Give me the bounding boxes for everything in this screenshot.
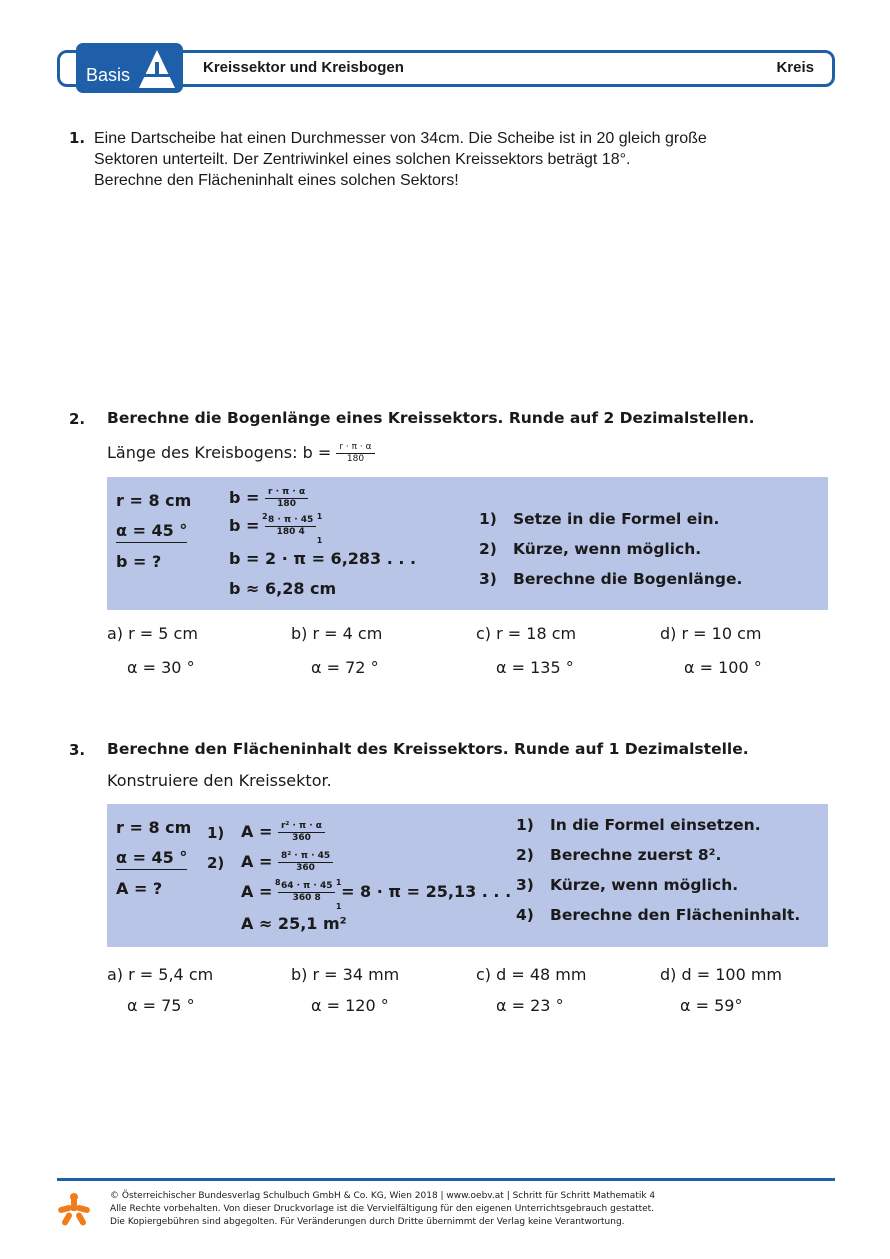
substep-label: 2) (207, 854, 225, 872)
step1-denominator: 180 (277, 499, 296, 509)
cancel-mark: 8 (274, 878, 281, 887)
b-equals: b = (229, 488, 260, 507)
exercise-d-angle: α = 100 ° (684, 658, 762, 677)
step-number: 4) (516, 906, 534, 924)
task1-line: Eine Dartscheibe hat einen Durchmesser von 34cm. Die Scheibe ist in 20 gleich große (94, 130, 707, 147)
area-formula-line (241, 822, 325, 843)
exercise-b-angle: α = 120 ° (311, 996, 389, 1015)
step-text: Setze in die Formel ein. (513, 510, 720, 528)
exercise-c-diameter: c) d = 48 mm (476, 965, 587, 984)
task1-line: Berechne den Flächeninhalt eines solchen Sektors! (94, 172, 459, 189)
substitution-denominator: 360 (296, 863, 315, 873)
task2-number: 2. (69, 410, 86, 428)
page-title: Kreissektor und Kreisbogen (203, 59, 404, 76)
step-text: In die Formel einsetzen. (550, 816, 761, 834)
task2-example-box (107, 477, 828, 610)
given-unknown: A = ? (116, 879, 163, 898)
area-fraction (278, 822, 325, 843)
task2-formula-label: Länge des Kreisbogens: b = (107, 443, 332, 462)
step-number: 1) (479, 510, 497, 528)
result-line: A ≈ 25,1 m² (241, 914, 347, 933)
exercise-a-radius: a) r = 5,4 cm (107, 965, 214, 984)
exercise-b-radius: b) r = 4 cm (291, 624, 383, 643)
step-text: Berechne zuerst 8². (550, 846, 722, 864)
a-equals: A = (241, 822, 273, 841)
given-alpha: α = 45 ° (116, 848, 187, 870)
exercise-a-radius: a) r = 5 cm (107, 624, 198, 643)
task3-subheading: Konstruiere den Kreissektor. (107, 771, 332, 790)
cancel-mark: 1 (335, 878, 342, 887)
substitution-fraction (278, 852, 333, 873)
given-unknown: b = ? (116, 552, 162, 571)
reduced-rest: = 8 · π = 25,13 . . . (341, 882, 512, 901)
area-reduced-line (241, 878, 512, 911)
task1-line: Sektoren unterteilt. Der Zentriwinkel eines solchen Kreissektors beträgt 18°. (94, 151, 631, 168)
page-topic: Kreis (776, 59, 814, 76)
step-number: 2) (479, 540, 497, 558)
basis-logo (76, 43, 183, 93)
step-number: 3) (479, 570, 497, 588)
step-number: 1) (516, 816, 534, 834)
given-r: r = 8 cm (116, 818, 192, 837)
a-equals: A = (241, 852, 273, 871)
exercise-c-radius: c) r = 18 cm (476, 624, 577, 643)
step1-line (229, 488, 308, 509)
task3-example-box (107, 804, 828, 947)
step1-numerator: r · π · α (265, 488, 308, 499)
a-equals: A = (241, 882, 273, 901)
exercise-c-angle: α = 23 ° (496, 996, 564, 1015)
cancel-mark: 1 (335, 902, 342, 911)
exercise-a-angle: α = 30 ° (127, 658, 195, 677)
copyright-notice (110, 1190, 810, 1229)
formula-denominator: 180 (346, 454, 365, 464)
step1-fraction (265, 488, 308, 509)
footer-divider (57, 1178, 835, 1181)
triangle-icon (137, 48, 177, 90)
exercise-d-angle: α = 59° (680, 996, 743, 1015)
reduced-fraction (278, 882, 336, 903)
task2-formula-line (107, 443, 375, 464)
basis-label: Basis (86, 65, 131, 85)
area-substitution-line (241, 852, 333, 873)
exercise-d-radius: d) r = 10 cm (660, 624, 762, 643)
footer-line: © Österreichischer Bundesverlag Schulbuch GmbH & Co. KG, Wien 2018 | www.oebv.at | Schritt für Schritt Mathematik 4 (110, 1191, 656, 1201)
exercise-b-radius: b) r = 34 mm (291, 965, 400, 984)
step2-fraction (265, 516, 316, 537)
arc-length-formula (336, 443, 374, 464)
task2-heading: Berechne die Bogenlänge eines Kreissektors. Runde auf 2 Dezimalstellen. (107, 409, 755, 427)
footer-line: Die Kopiergebühren sind abgegolten. Für Veränderungen durch Dritte übernimmt der Verlag keine Verantwortung. (110, 1217, 625, 1227)
b-equals: b = (229, 516, 260, 535)
substitution-numerator: 8² · π · 45 (278, 852, 333, 863)
area-numerator: r² · π · α (278, 822, 325, 833)
step3-line: b = 2 · π = 6,283 . . . (229, 549, 417, 568)
exercise-c-angle: α = 135 ° (496, 658, 574, 677)
exercise-a-angle: α = 75 ° (127, 996, 195, 1015)
substep-label: 1) (207, 824, 225, 842)
reduced-numerator: 64 · π · 45 (278, 882, 336, 893)
step2-denominator: 180 4 (276, 527, 305, 537)
cancel-mark: 1 (316, 512, 323, 521)
task1-text (94, 128, 814, 191)
step-text: Berechne den Flächeninhalt. (550, 906, 801, 924)
cancel-mark: 1 (316, 536, 323, 545)
step-number: 3) (516, 876, 534, 894)
reduced-denominator: 360 8 (292, 893, 321, 903)
formula-numerator: r · π · α (336, 443, 374, 454)
result-line: b ≈ 6,28 cm (229, 579, 337, 598)
step-text: Berechne die Bogenlänge. (513, 570, 743, 588)
step-number: 2) (516, 846, 534, 864)
exercise-d-diameter: d) d = 100 mm (660, 965, 783, 984)
task1-number: 1. (69, 129, 86, 147)
publisher-logo-icon (56, 1192, 92, 1228)
footer-line: Alle Rechte vorbehalten. Von dieser Druckvorlage ist die Vervielfältigung für den eigenen Unterrichtsgebrauch gestattet. (110, 1204, 655, 1214)
cancel-mark: 2 (262, 512, 268, 521)
task3-number: 3. (69, 741, 86, 759)
given-alpha: α = 45 ° (116, 521, 187, 543)
exercise-b-angle: α = 72 ° (311, 658, 379, 677)
step-text: Kürze, wenn möglich. (550, 876, 739, 894)
step2-numerator: 8 · π · 45 (265, 516, 316, 527)
step-text: Kürze, wenn möglich. (513, 540, 702, 558)
step2-line (229, 512, 323, 545)
area-denominator: 360 (292, 833, 311, 843)
given-r: r = 8 cm (116, 491, 192, 510)
task3-heading: Berechne den Flächeninhalt des Kreissektors. Runde auf 1 Dezimalstelle. (107, 740, 749, 758)
